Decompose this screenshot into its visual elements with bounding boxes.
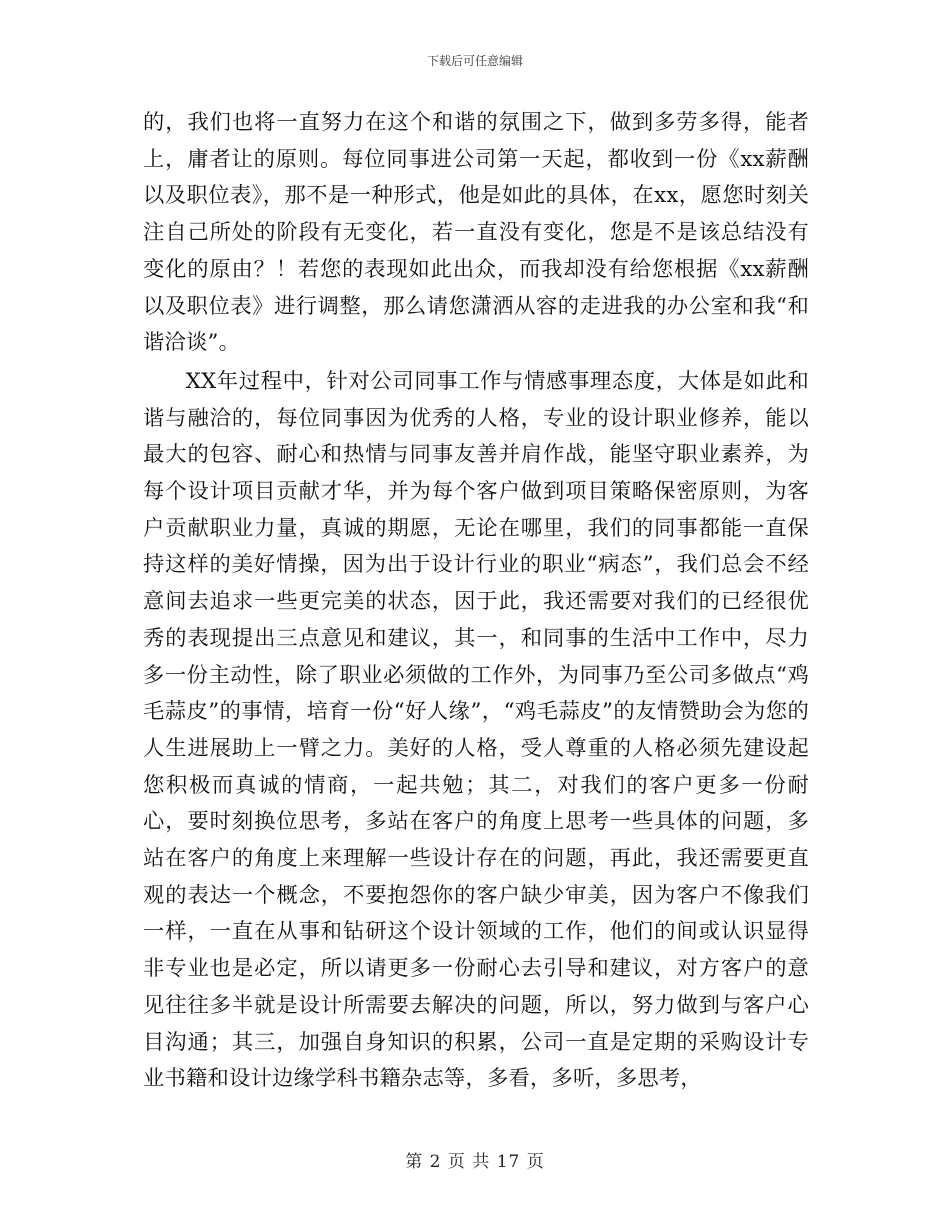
- page-header: 下载后可任意编辑: [426, 54, 523, 68]
- page-number-footer: 第 2 页 共 17 页: [405, 1152, 545, 1172]
- body-paragraph-1: 的，我们也将一直努力在这个和谐的氛围之下，做到多劳多得，能者上，庸者让的原则。每位同事进公司第一天起，都收到一份《xx薪酬以及职位表》，那不是一种形式，他是如此的具体，在xx，愿您时刻关注自己所处的阶段有无变化，若一直没有变化，您是不是该总结没有变化的原由？！若您的表现如此出众，而我却没有给您根据《xx薪酬以及职位表》进行调整，那么请您潇洒从容的走进我的办公室和我“和谐洽谈”。: [143, 110, 809, 356]
- document-body: [143, 105, 809, 1100]
- body-paragraph-2: XX年过程中，针对公司同事工作与情感事理态度，大体是如此和谐与融洽的，每位同事因为优秀的人格，专业的设计职业修养，能以最大的包容、耐心和热情与同事友善并肩作战，能坚守职业素养，为每个设计项目贡献才华，并为每个客户做到项目策略保密原则，为客户贡献职业力量，真诚的期愿，无论在哪里，我们的同事都能一直保持这样的美好情操，因为出于设计行业的职业“病态”，我们总会不经意间去追求一些更完美的状态，因于此，我还需要对我们的已经很优秀的表现提出三点意见和建议，其一，和同事的生活中工作中，尽力多一份主动性，除了职业必须做的工作外，为同事乃至公司多做点“鸡毛蒜皮”的事情，培育一份“好人缘”，“鸡毛蒜皮”的友情赞助会为您的人生进展助上一臂之力。美好的人格，受人尊重的人格必须先建设起您积极而真诚的情商，一起共勉；其二，对我们的客户更多一份耐心，要时刻换位思考，多站在客户的角度上思考一些具体的问题，多站在客户的角度上来理解一些设计存在的问题，再此，我还需要更直观的表达一个概念，不要抱怨你的客户缺少审美，因为客户不像我们一样，一直在从事和钻研这个设计领域的工作，他们的间或认识显得非专业也是必定，所以请更多一份耐心去引导和建议，对方客户的意见往往多半就是设计所需要去解决的问题，所以，努力做到与客户心目沟通；其三，加强自身知识的积累，公司一直是定期的采购设计专业书籍和设计边缘学科书籍杂志等，多看，多听，多思考，: [143, 368, 809, 1092]
